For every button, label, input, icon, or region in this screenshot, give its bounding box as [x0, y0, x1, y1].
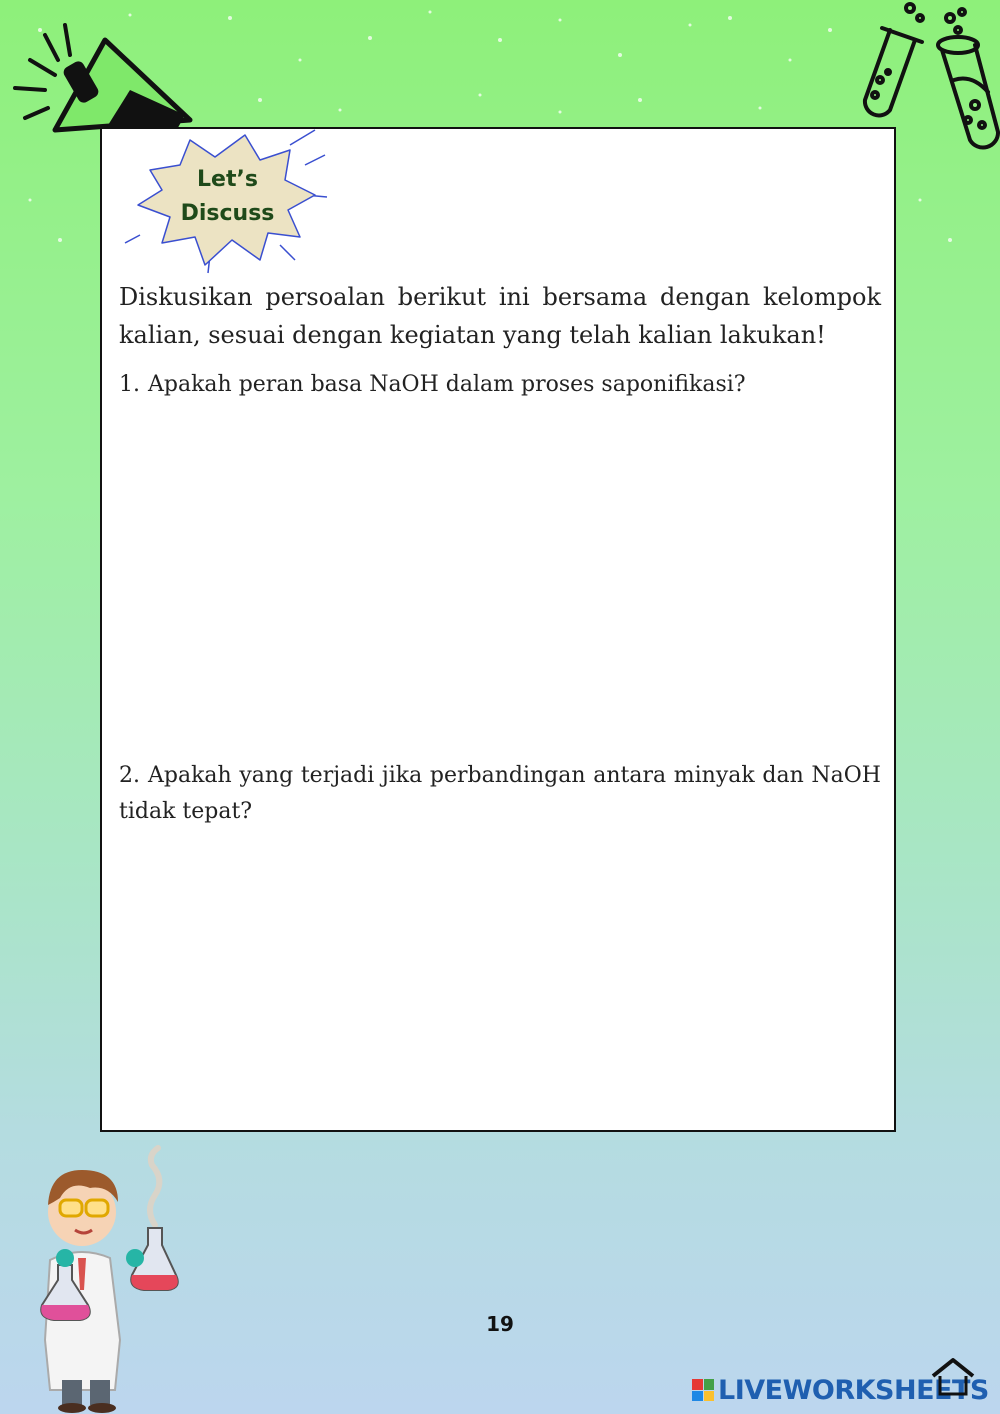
- page-number: 19: [486, 1312, 514, 1336]
- discuss-badge: [155, 163, 300, 231]
- brand-text: LIVEWORKSHEETS: [718, 1374, 989, 1406]
- brand-cube-icon: [692, 1379, 714, 1401]
- scientist-illustration: [20, 1140, 190, 1414]
- intro-text: Diskusikan persoalan berikut ini bersama dengan kelompok kalian, sesuai dengan kegiatan yang telah kalian lakukan!: [119, 283, 881, 349]
- question-2: [119, 758, 881, 830]
- badge-line-2: Discuss: [180, 201, 275, 226]
- question-number: 2.: [119, 763, 140, 788]
- question-text: Apakah yang terjadi jika perbandingan antara minyak dan NaOH tidak tepat?: [119, 763, 881, 824]
- badge-line-1: Let’s: [197, 167, 258, 192]
- home-icon[interactable]: [928, 1356, 978, 1396]
- question-1: [119, 367, 881, 403]
- question-text: Apakah peran basa NaOH dalam proses saponifikasi?: [148, 372, 746, 397]
- question-number: 1.: [119, 372, 140, 397]
